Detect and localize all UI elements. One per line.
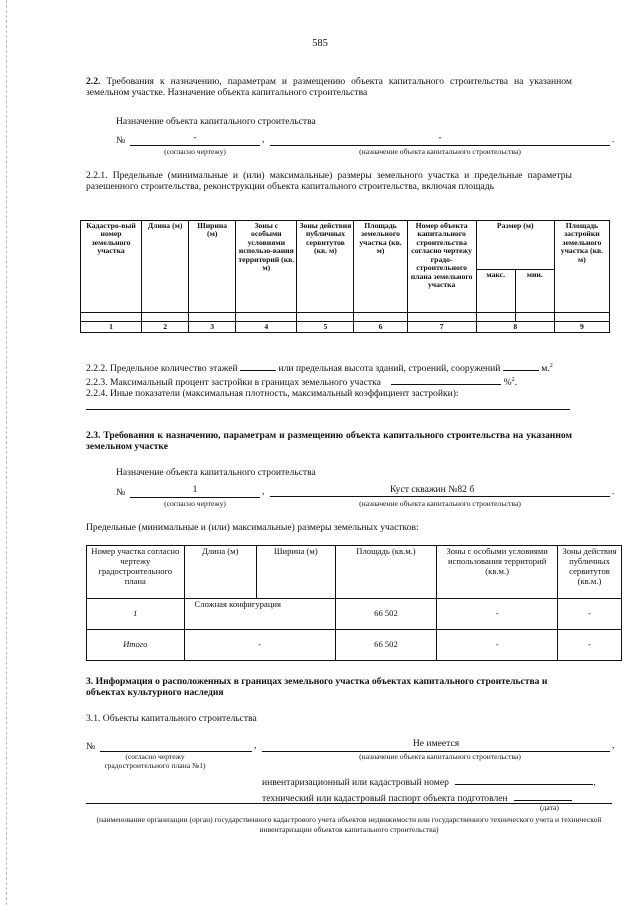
caption-purpose: (назначение объекта капитального строительства)	[359, 499, 521, 508]
table-row	[87, 599, 622, 630]
section-2-3-purpose-label: Назначение объекта капитального строительства	[116, 467, 316, 478]
table-header-cell: Зоны действия публичных сервитутов (кв.м.)	[557, 546, 621, 599]
section-2-2-2-text: Предельное количество этажей	[110, 363, 238, 374]
caption-drawing: (согласно чертежу)	[164, 147, 226, 156]
section-3-no-sign: №	[86, 741, 96, 752]
table-header-cell: Зоны с особыми условиями использования территорий (кв.м.)	[437, 546, 558, 599]
table-cell	[515, 313, 554, 322]
scan-edge	[6, 0, 7, 905]
section-2-2-3-number: 2.2.3.	[86, 377, 108, 388]
total-zones: -	[437, 630, 558, 661]
section-2-3-text: Требования к назначению, параметрам и размещению объекта капитального строительства на указанном земельном участке	[86, 430, 572, 453]
floors-field	[240, 360, 276, 371]
period: .	[612, 486, 615, 497]
total-servitude: -	[557, 630, 621, 661]
section-2-2-drawing-field: -	[130, 132, 260, 146]
column-number: 8	[476, 322, 554, 333]
table-cell	[476, 313, 515, 322]
section-2-2-3-text: Максимальный процент застройки в границах земельного участка	[110, 377, 381, 388]
percent-field	[391, 374, 501, 385]
table-header-cell: Номер участка согласно чертежу градостроительного плана	[87, 546, 185, 599]
column-number: 4	[236, 322, 297, 333]
caption-purpose: (назначение объекта капитального строительства)	[359, 752, 521, 761]
organization-caption: (наименование организации (орган) государственного кадастрового учета объектов недвижимости или государственного технического учета и технической инвентаризации объектов капитального строительства)	[96, 815, 602, 834]
section-2-3-no-sign: №	[116, 487, 126, 498]
height-field	[503, 360, 539, 371]
parameters-table	[80, 220, 610, 333]
total-length: -	[184, 630, 335, 661]
table-empty-row	[81, 313, 610, 322]
comma: ,	[262, 486, 265, 497]
table-header-row	[81, 221, 610, 270]
land-sizes-label: Предельные (минимальные и (или) максимальные) размеры земельных участков:	[86, 522, 419, 533]
section-3-1-number: 3.1.	[86, 713, 101, 724]
section-3-drawing-field	[100, 738, 252, 752]
land-plots-table	[86, 545, 622, 661]
section-2-3-purpose-field: Куст скважин №82 б	[270, 484, 610, 497]
other-indicators-line	[86, 401, 570, 410]
section-2-3-heading	[86, 430, 572, 452]
organization-line	[86, 801, 612, 804]
inventory-label: инвентаризационный или кадастровый номер	[262, 777, 449, 788]
table-header-cell: Зоны с особыми условиями использо-вания территорий (кв. м)	[236, 221, 297, 313]
column-number: 3	[189, 322, 236, 333]
section-3-1-text: Объекты капитального строительства	[102, 713, 257, 724]
period: .	[612, 134, 615, 145]
table-header-cell: Ширина (м)	[256, 546, 335, 599]
section-2-2-2-number: 2.2.2.	[86, 363, 108, 374]
section-2-2-4-number: 2.2.4.	[86, 388, 108, 399]
comma: ,	[262, 134, 265, 145]
section-2-3-drawing-field: 1	[130, 484, 260, 498]
section-2-2-2: 2.2.2. Предельное количество этажей или предельная высота зданий, строений, сооружений м.$^2$	[86, 360, 553, 374]
column-number: 1	[81, 322, 142, 333]
section-2-2-purpose-field: -	[270, 132, 610, 146]
section-2-2-number: 2.2.	[86, 76, 101, 87]
table-header-cell: Длина (м)	[184, 546, 256, 599]
table-header-cell: Площадь (кв.м.)	[335, 546, 437, 599]
section-2-2-heading	[86, 76, 572, 98]
section-2-2-3-unit: %	[503, 377, 512, 388]
section-2-2-text: Требования к назначению, параметрам и размещению объекта капитального строительства на указанном земельном участке. Назначение объекта капитального строительства	[86, 76, 572, 99]
caption-drawing: (согласно чертежу)	[164, 499, 226, 508]
date-caption: (дата)	[540, 803, 559, 812]
table-header-cell: Кадастро-вый номер земельного участка	[81, 221, 142, 313]
plot-zones: -	[437, 599, 558, 630]
column-number: 2	[142, 322, 189, 333]
page-number: 585	[312, 38, 328, 49]
table-cell	[142, 313, 189, 322]
section-3-heading	[86, 676, 572, 698]
section-2-2-1-number: 2.2.1.	[86, 170, 108, 181]
table-header-row	[87, 546, 622, 599]
caption-drawing-gp: (согласно чертежу градостроительного плана №1)	[104, 752, 206, 770]
column-number: 5	[297, 322, 354, 333]
table-header-cell: Размер (м)	[476, 221, 554, 270]
table-cell	[236, 313, 297, 322]
table-subheader-min: мин.	[515, 270, 554, 313]
section-2-2-3: 2.2.3. Максимальный процент застройки в границах земельного участка %$^2$.	[86, 374, 517, 388]
table-cell	[407, 313, 476, 322]
table-subheader-max: макс.	[476, 270, 515, 313]
inventory-number-row: инвентаризационный или кадастровый номер ,	[262, 774, 596, 788]
total-area: 66 502	[335, 630, 437, 661]
table-cell	[554, 313, 609, 322]
table-cell	[354, 313, 407, 322]
table-cell	[189, 313, 236, 322]
plot-servitude: -	[557, 599, 621, 630]
table-header-cell: Ширина (м)	[189, 221, 236, 313]
passport-label: технический или кадастровый паспорт объекта подготовлен	[262, 793, 508, 804]
table-cell	[81, 313, 142, 322]
column-number: 9	[554, 322, 609, 333]
plot-length: Сложная конфигурация	[184, 599, 335, 630]
section-2-3-number: 2.3.	[86, 430, 101, 441]
section-2-2-1	[86, 170, 572, 192]
section-3-1	[86, 713, 257, 724]
table-cell	[297, 313, 354, 322]
section-2-2-purpose-label: Назначение объекта капитального строительства	[116, 116, 316, 127]
column-number: 7	[407, 322, 476, 333]
column-number: 6	[354, 322, 407, 333]
table-row	[87, 630, 622, 661]
section-2-2-1-text: Предельные (минимальные и (или) максимальные) размеры земельного участка и предельные параметры разешенного строительства, реконструкции объекта капитального строительства, включая площадь	[86, 170, 572, 193]
passport-date-field	[514, 790, 572, 801]
table-header-cell: Зоны действия публичных сервитутов (кв. м)	[297, 221, 354, 313]
table-header-cell: Номер объекта капитального строительства согласно чертежу градо-строительного плана земельного участка	[407, 221, 476, 313]
caption-purpose: (назначение объекта капитального строительства)	[359, 147, 521, 156]
section-2-2-no-sign: №	[116, 135, 126, 146]
table-header-cell: Площадь застройки земельного участка (кв. м)	[554, 221, 609, 313]
section-2-2-2-text2: или предельная высота зданий, строений, сооружений	[278, 363, 501, 374]
section-3-text: Информация о расположенных в границах земельного участка объектах капитального строительства и объектах культурного наследия	[86, 676, 548, 699]
table-header-cell: Длина (м)	[142, 221, 189, 313]
section-3-number: 3.	[86, 676, 94, 687]
total-label: Итого	[87, 630, 185, 661]
plot-area: 66 502	[335, 599, 437, 630]
section-2-2-4-text: Иные показатели (максимальная плотность, максимальный коэффициент застройки):	[110, 388, 459, 399]
section-2-2-4	[86, 388, 459, 399]
section-2-2-2-unit: м.	[541, 363, 550, 374]
table-header-cell: Площадь земельного участка (кв. м)	[354, 221, 407, 313]
comma: ,	[612, 740, 615, 751]
table-number-row	[81, 322, 610, 333]
inventory-field	[455, 774, 593, 785]
comma: ,	[254, 740, 257, 751]
section-3-purpose-field: Не имеется	[262, 738, 610, 752]
plot-number: 1	[87, 599, 185, 630]
